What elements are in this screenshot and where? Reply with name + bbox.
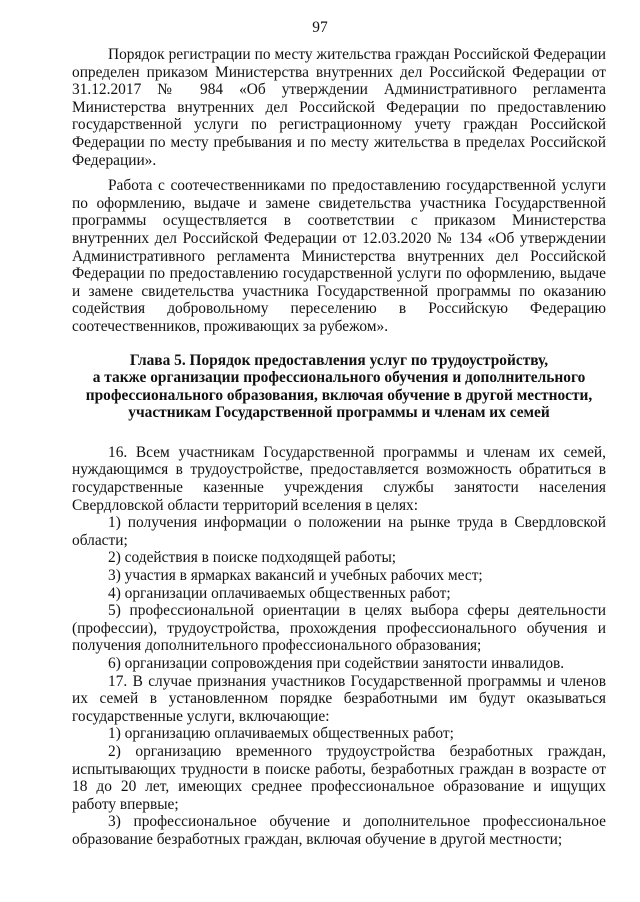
list-item: 3) участия в ярмарках вакансий и учебных рабочих мест; [108,567,483,585]
list-item: 2) организацию временного трудоустройства безработных граждан, испытывающих трудности в поиске работы, безработных граждан в возрасте от 18 до 20 лет, имеющих среднее профессиональное образование и ищущих работу впервые; [72,742,606,813]
list-item: 1) организацию оплачиваемых общественных работ; [108,725,454,743]
paragraph-item-17: 17. В случае признания участников Государственной программы и членов их семей в установленном порядке безработными им будут оказываться государственные услуги, включающие: [72,672,606,725]
list-item: 4) организации оплачиваемых общественных работ; [108,584,451,602]
chapter-heading-line: Глава 5. Порядок предоставления услуг по трудоустройству, [129,351,549,369]
list-item: 1) получения информации о положении на рынке труда в Свердловской области; [72,514,606,549]
page-number: 97 [312,19,328,36]
chapter-heading-line: профессионального образования, включая обучение в другой местности, [85,386,593,404]
paragraph-compatriots-work: Работа с соотечественниками по предоставлению государственной услуги по оформлению, выдаче и замене свидетельства участника Государственной программы осуществляется в соответствии с приказом Министерства внутренних дел Российской Федерации от 12.03.2020 № 134 «Об утверждении Административного регламента Министерства внутренних дел Российской Федерации по предоставлению государственной услуги по оформлению, выдаче и замене свидетельства участника Государственной программы по оказанию содействия добровольному переселению в Российскую Федерацию соотечественников, проживающих за рубежом». [72,177,606,335]
list-item: 2) содействия в поиске подходящей работы; [108,549,397,567]
list-item: 3) профессиональное обучение и дополнительное профессиональное образование безработных граждан, включая обучение в другой местности; [72,813,606,848]
chapter-heading-line: участникам Государственной программы и членам их семей [128,404,550,422]
list-item: 5) профессиональной ориентации в целях выбора сферы деятельности (профессии), трудоустройства, прохождения профессионального обучения и получения дополнительного профессионального образования; [72,602,606,655]
list-item: 6) организации сопровождения при содействии занятости инвалидов. [108,655,565,672]
body-text [72,46,606,849]
chapter-5-heading [72,352,606,422]
paragraph-item-16: 16. Всем участникам Государственной программы и членам их семей, нуждающимся в трудоустройстве, предоставляется возможность обратиться в государственные казенные учреждения службы занятости населения Свердловской области территорий вселения в целях: [72,443,606,514]
chapter-heading-line: а также организации профессионального обучения и дополнительного [92,369,586,387]
paragraph-registration-order: Порядок регистрации по месту жительства граждан Российской Федерации определен приказом Министерства внутренних дел Российской Федерации от 31.12.2017 № 984 «Об утверждении Административного регламента Министерства внутренних дел Российской Федерации по предоставлению государственной услуги по регистрационному учету граждан Российской Федерации по месту пребывания и по месту жительства в пределах Российской Федерации». [72,46,606,169]
